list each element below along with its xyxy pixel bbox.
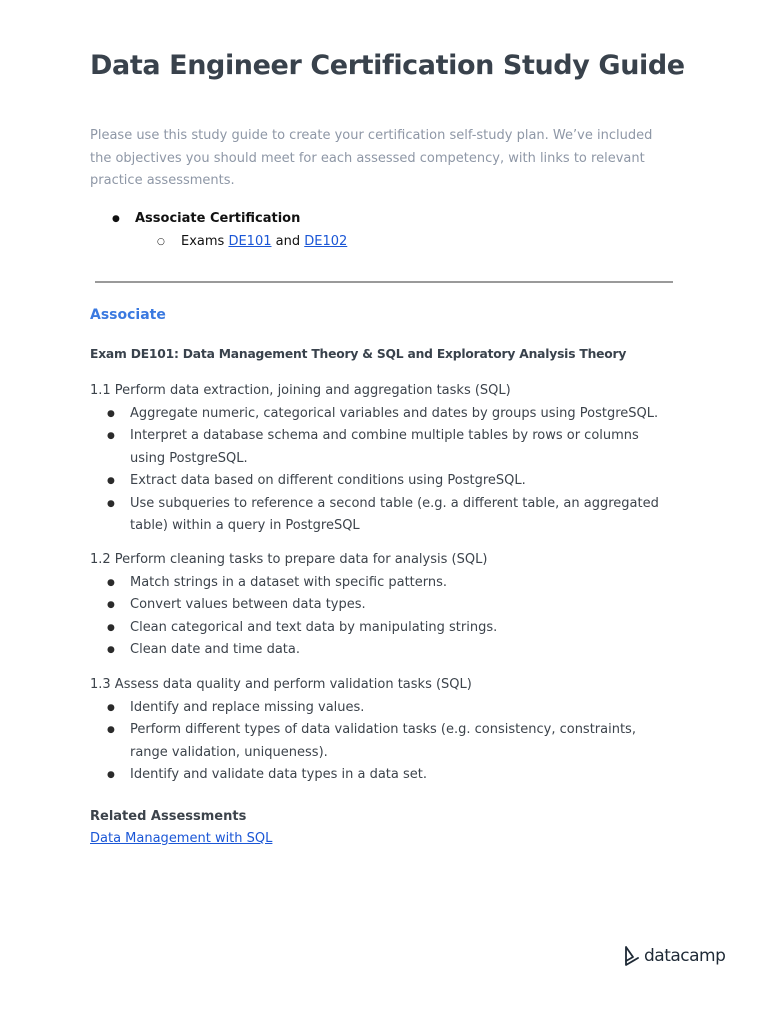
section-divider (95, 281, 673, 283)
objective-block (90, 549, 670, 662)
certification-exams-item (90, 231, 670, 254)
list-item: ● Perform different types of data validation tasks (e.g. consistency, constraints, range validation, uniqueness). (90, 719, 670, 764)
datacamp-logo-icon (624, 945, 640, 967)
certification-item-associate (90, 208, 670, 231)
objective-block (90, 380, 670, 538)
list-item: ● Aggregate numeric, categorical variables and dates by groups using PostgreSQL. (90, 403, 670, 426)
objective-block (90, 674, 670, 787)
certification-list (90, 208, 670, 253)
objective-title: 1.1 Perform data extraction, joining and aggregation tasks (SQL) (90, 383, 511, 398)
objective-list (90, 572, 670, 662)
objective-list (90, 697, 670, 787)
objective-title: 1.2 Perform cleaning tasks to prepare data for analysis (SQL) (90, 552, 488, 567)
list-item: ● Use subqueries to reference a second table (e.g. a different table, an aggregated table) within a query in PostgreSQL (90, 493, 670, 538)
list-item: ● Interpret a database schema and combine multiple tables by rows or columns using PostgreSQL. (90, 425, 670, 470)
exams-prefix: Exams (181, 233, 229, 249)
list-item: ● Clean categorical and text data by manipulating strings. (90, 617, 670, 640)
exam-heading: Exam DE101: Data Management Theory & SQL and Exploratory Analysis Theory (90, 347, 627, 361)
list-item: ● Extract data based on different conditions using PostgreSQL. (90, 470, 670, 493)
page-title: Data Engineer Certification Study Guide (90, 50, 685, 81)
objective-list (90, 403, 670, 538)
related-assessments-heading: Related Assessments (90, 809, 247, 824)
datacamp-logo (624, 945, 725, 967)
logo-wordmark: datacamp (644, 946, 726, 966)
objective-title: 1.3 Assess data quality and perform validation tasks (SQL) (90, 677, 472, 692)
certification-label: Associate Certification (135, 211, 301, 226)
related-assessment-link[interactable]: Data Management with SQL (90, 831, 273, 846)
intro-paragraph: Please use this study guide to create your certification self-study plan. We’ve included the objectives you should meet for each assessed competency, with links to relevant practice assessments. (90, 128, 653, 188)
list-item: ● Identify and replace missing values. (90, 697, 670, 720)
list-item: ● Identify and validate data types in a data set. (90, 764, 670, 787)
exams-and-text: and (271, 233, 305, 249)
list-item: ● Convert values between data types. (90, 594, 670, 617)
section-heading: Associate (90, 307, 166, 323)
list-item: ● Match strings in a dataset with specific patterns. (90, 572, 670, 595)
exam-de102-link[interactable]: DE102 (304, 233, 348, 249)
exam-de101-link[interactable]: DE101 (228, 233, 272, 249)
list-item: ● Clean date and time data. (90, 639, 670, 662)
